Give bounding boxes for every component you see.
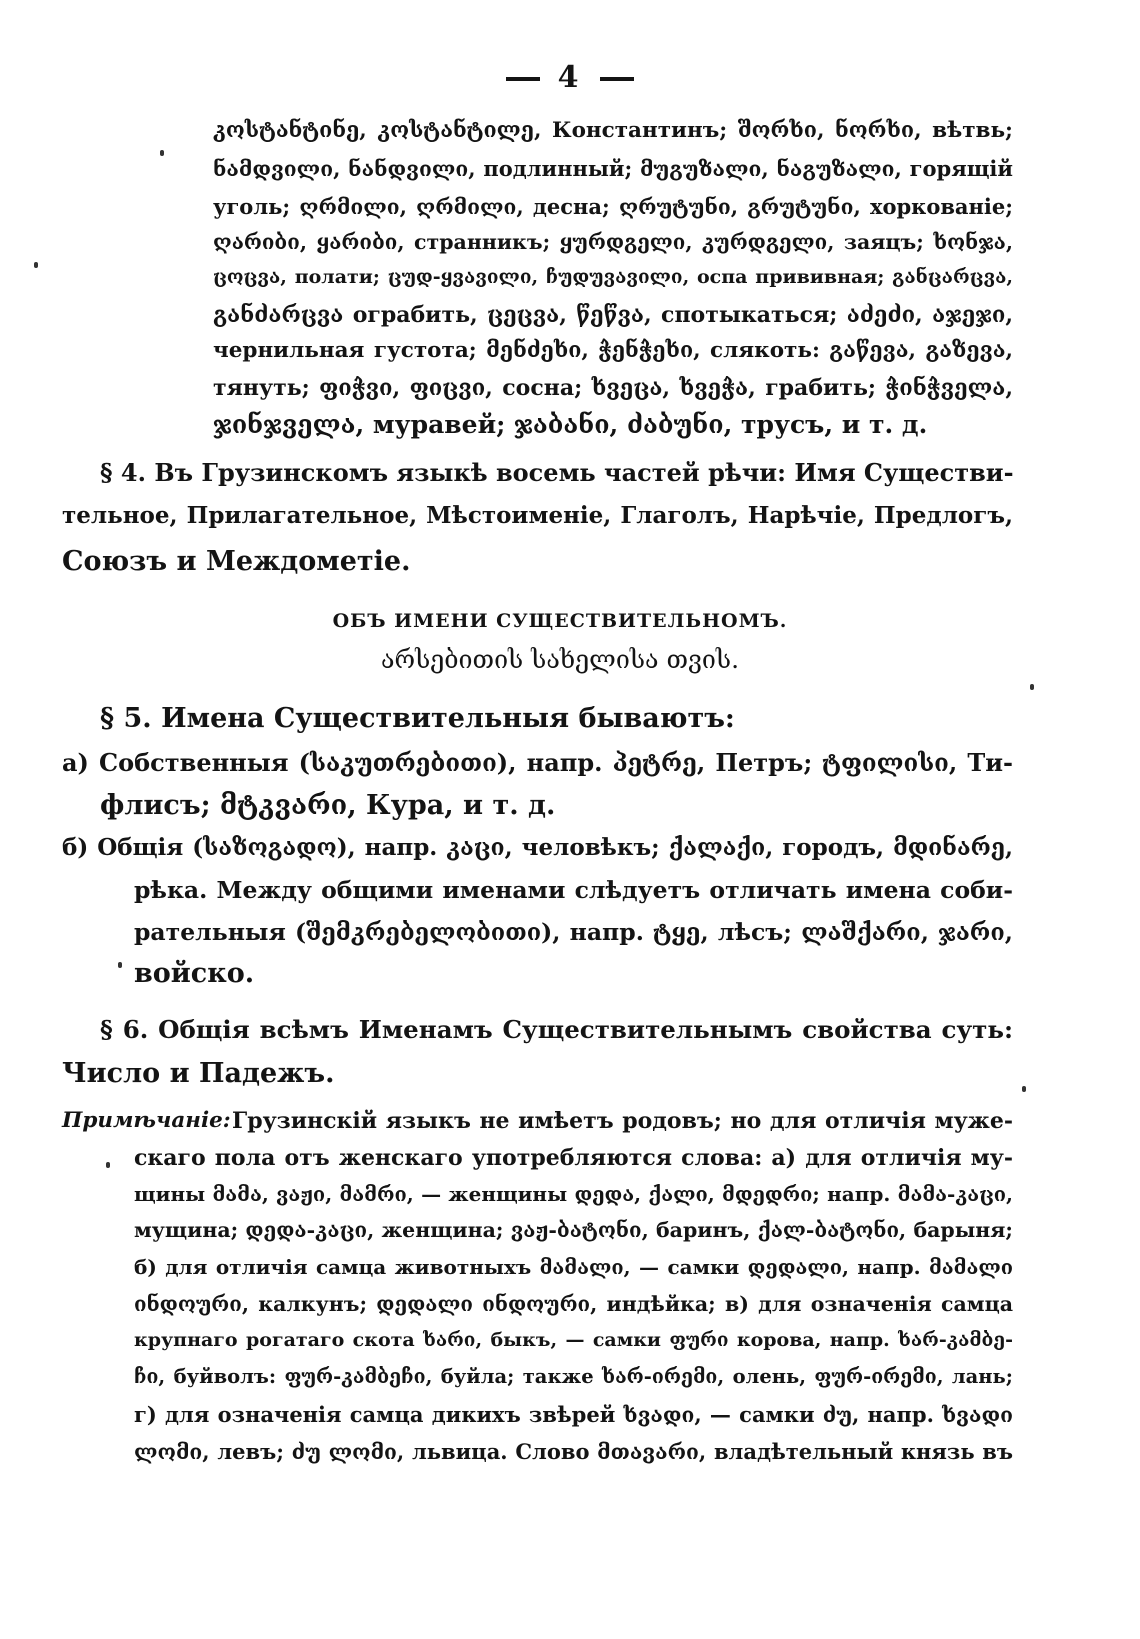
scan-speck <box>160 150 164 156</box>
page-number: 4 <box>0 60 1140 95</box>
intro-line: ჯინჯველა, муравей; ჯაბანი, ძაბუნი, трусъ, и т. д. <box>213 410 928 439</box>
note-label: Примѣчаніе: <box>62 1108 231 1133</box>
section-6-line: Число и Падежъ. <box>62 1058 335 1089</box>
heading-georgian: არსებითის სახელისა თვის. <box>380 645 740 674</box>
section-5-line: войско. <box>134 958 255 989</box>
note-line: крупнаго рогатаго скота ხარი, быкъ, — самки ფური корова, напр. ხარ-კამბე- <box>134 1329 1013 1351</box>
note-line: ჩი, буйволъ: ფურ-კამბეჩი, буйла; также ხარ-ირემი, олень, ფურ-ირემი, лань; <box>134 1365 1013 1388</box>
page-number-dash-left <box>506 77 540 81</box>
intro-line: ნამდვილი, ნანდვილი, подлинный; მუგუზალი, ნაგუზალი, горящій <box>213 156 1013 181</box>
scan-speck <box>1022 1086 1026 1092</box>
note-line: мущина; დედა-კაცი, женщина; ვაჟ-ბატონი, баринъ, ქალ-ბატონი, барыня; <box>134 1218 1013 1242</box>
scan-speck <box>118 962 122 968</box>
section-5-line: а) Собственныя (საკუთრებითი), напр. პეტრე, Петръ; ტფილისი, Ти- <box>62 748 1013 777</box>
note-line: Грузинскій языкъ не имѣетъ родовъ; но для отличія муже- <box>232 1108 1013 1134</box>
section-5-line: флисъ; მტკვარი, Кура, и т. д. <box>100 790 556 821</box>
intro-line: тянуть; ფიჭვი, ფიცვი, сосна; ხვეცა, ხვეჭა, грабить; ჭინჭველა, <box>213 375 1013 401</box>
heading-russian: ОБЪ ИМЕНИ СУЩЕСТВИТЕЛЬНОМЪ. <box>332 610 788 632</box>
note-line: ინდოური, калкунъ; დედალი ინდოური, индѣйка; в) для означенія самца <box>134 1292 1013 1316</box>
section-5-line: рѣка. Между общими именами слѣдуетъ отличать имена соби- <box>134 876 1013 904</box>
note-line: ლომი, левъ; ძუ ლომი, львица. Слово მთავარი, владѣтельный князь въ <box>134 1439 1013 1464</box>
scan-speck <box>106 1162 110 1168</box>
intro-line: კოსტანტინე, კოსტანტილე, Константинъ; შორხი, ნორხი, вѣтвь; <box>213 118 1013 143</box>
section-6-line: § 6. Общія всѣмъ Именамъ Существительнымъ свойства суть: <box>100 1015 1013 1044</box>
note-line: скаго пола отъ женскаго употребляются слова: а) для отличія му- <box>134 1145 1013 1171</box>
scan-speck <box>34 262 38 268</box>
intro-line: уголь; ღრმილი, ღრმილი, десна; ღრუტუნი, გრუტუნი, хоркованіе; <box>213 194 1013 219</box>
section-5-title: § 5. Имена Существительныя бываютъ: <box>100 703 735 734</box>
section-4-line: § 4. Въ Грузинскомъ языкѣ восемь частей рѣчи: Имя Существи- <box>100 458 1014 487</box>
intro-line: чернильная густота; მენძეხი, ჭენჭეხი, слякоть: გაწევა, გაზევა, <box>213 338 1013 363</box>
intro-line: ცოცვა, полати; ცუდ-ყვავილი, ჩუდუვავილი, оспа прививная; განცარცვა, <box>213 266 1013 288</box>
section-4-line: тельное, Прилагательное, Мѣстоименіе, Глаголъ, Нарѣчіе, Предлогъ, <box>62 502 1013 529</box>
intro-line: განძარცვა ограбить, ცეცვა, წეწვა, спотыкаться; აძეძი, აჯეჯი, <box>213 302 1013 328</box>
intro-line: ღარიბი, ყარიბი, странникъ; ყურდგელი, კურდგელი, заяцъ; ხონჯა, <box>213 230 1013 254</box>
scan-speck <box>1030 684 1034 690</box>
page-number-dash-right <box>600 77 634 81</box>
section-5-line: б) Общія (საზოგადო), напр. კაცი, человѣкъ; ქალაქი, городъ, მდინარე, <box>62 834 1013 861</box>
section-4-line: Союзъ и Междометіе. <box>62 546 411 577</box>
note-line: б) для отличія самца животныхъ მამალი, — самки დედალი, напр. მამალი <box>134 1255 1013 1279</box>
note-line: г) для означенія самца дикихъ звѣрей ხვადი, — самки ძუ, напр. ხვადი <box>134 1402 1013 1427</box>
section-5-line: рательныя (შემკრებელობითი), напр. ტყე, лѣсъ; ლაშქარი, ჯარი, <box>134 918 1013 946</box>
note-line: щины მამა, ვაჟი, მამრი, — женщины დედა, ქალი, მდედრი; напр. მამა-კაცი, <box>134 1182 1013 1206</box>
